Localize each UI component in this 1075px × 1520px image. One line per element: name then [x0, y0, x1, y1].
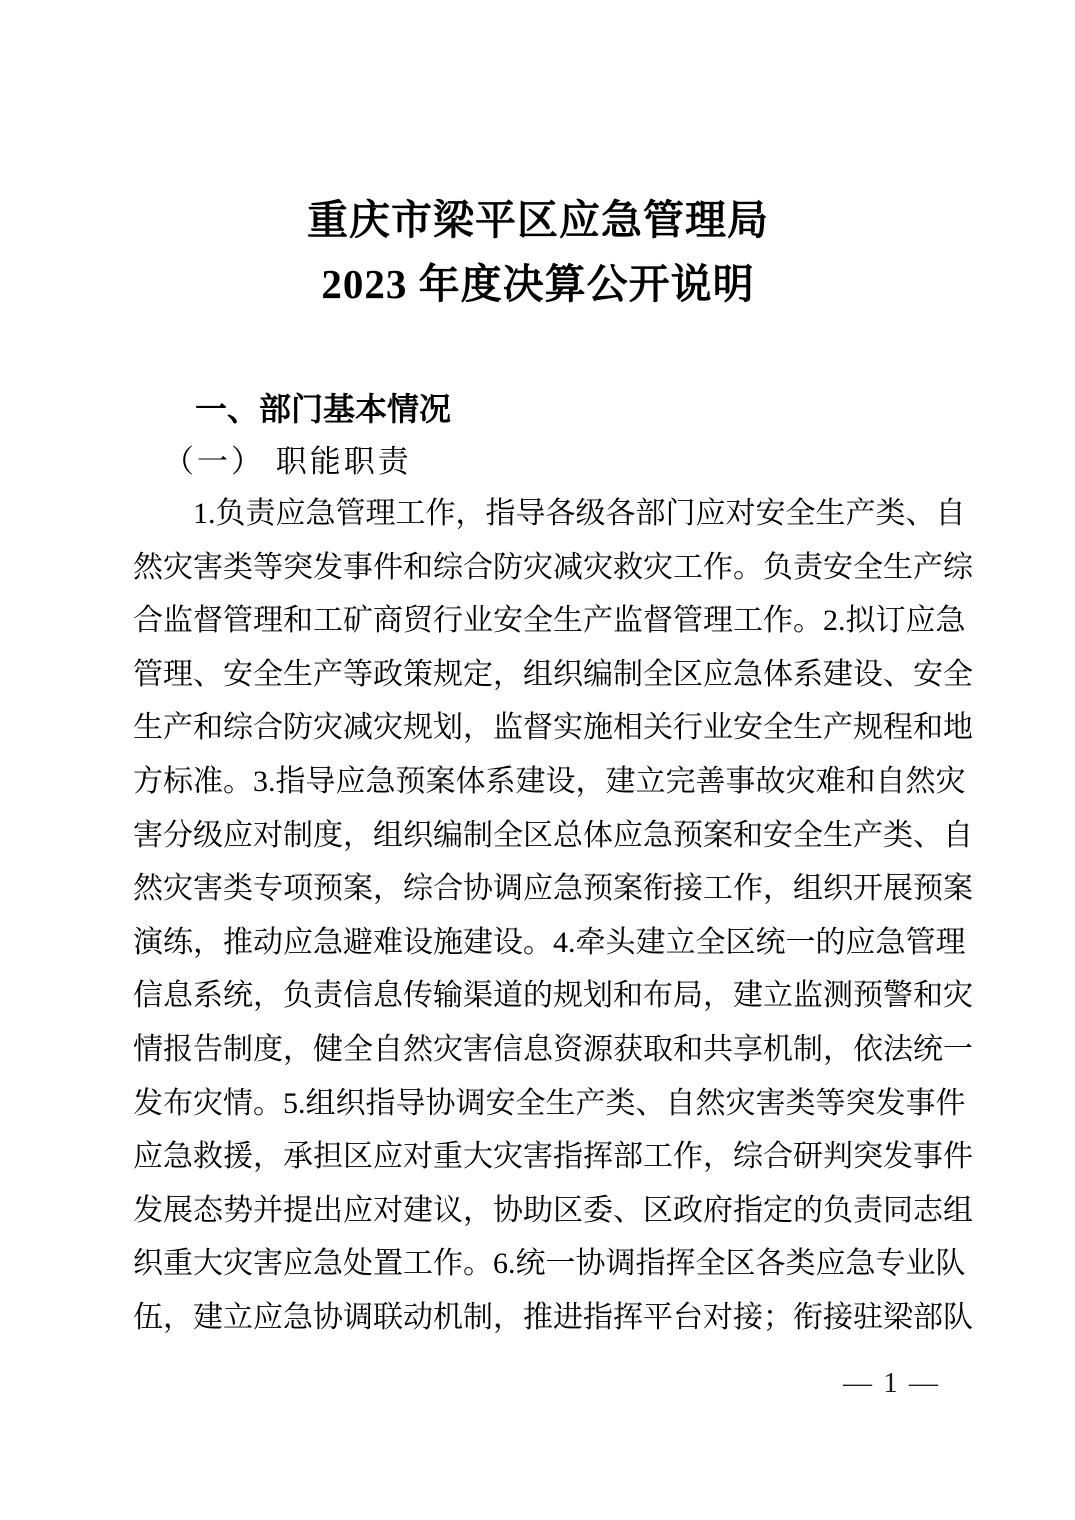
- body-line: 信息系统，负责信息传输渠道的规划和布局，建立监测预警和灾: [133, 979, 973, 1013]
- body-line: 管理、安全生产等政策规定，组织编制全区应急体系建设、安全: [133, 657, 973, 691]
- body-line: 发布灾情。5.组织指导协调安全生产类、自然灾害类等突发事件: [133, 1086, 966, 1120]
- body-paragraph: [133, 487, 973, 1345]
- page-number: — 1 —: [843, 1367, 940, 1399]
- body-line: 织重大灾害应急处置工作。6.统一协调指挥全区各类应急专业队: [133, 1247, 966, 1281]
- body-line: 合监督管理和工矿商贸行业安全生产监督管理工作。2.拟订应急: [133, 604, 966, 638]
- body-line: 然灾害类等突发事件和综合防灾减灾救灾工作。负责安全生产综: [133, 550, 973, 584]
- body-line: 应急救援，承担区应对重大灾害指挥部工作，综合研判突发事件: [133, 1140, 973, 1174]
- body-line: 生产和综合防灾减灾规划，监督实施相关行业安全生产规程和地: [133, 711, 973, 745]
- document-title: [133, 188, 943, 316]
- body-line: 方标准。3.指导应急预案体系建设，建立完善事故灾难和自然灾: [133, 764, 966, 798]
- body-line: 发展态势并提出应对建议，协助区委、区政府指定的负责同志组: [133, 1193, 973, 1227]
- document-title-line-1: 重庆市梁平区应急管理局: [307, 197, 769, 243]
- subsection-heading: （一） 职能职责: [163, 444, 412, 479]
- body-line: 伍，建立应急协调联动机制，推进指挥平台对接；衔接驻梁部队: [133, 1300, 973, 1334]
- body-line: 然灾害类专项预案，综合协调应急预案衔接工作，组织开展预案: [133, 872, 973, 906]
- body-line: 害分级应对制度，组织编制全区总体应急预案和安全生产类、自: [133, 818, 973, 852]
- document-title-line-2: 2023 年度决算公开说明: [321, 261, 755, 307]
- body-line: 1.负责应急管理工作，指导各级各部门应对安全生产类、自: [193, 497, 966, 530]
- body-line: 情报告制度，健全自然灾害信息资源获取和共享机制，依法统一: [133, 1032, 973, 1066]
- body-line: 演练，推动应急避难设施建设。4.牵头建立全区统一的应急管理: [133, 925, 966, 959]
- section-heading: 一、部门基本情况: [195, 391, 452, 427]
